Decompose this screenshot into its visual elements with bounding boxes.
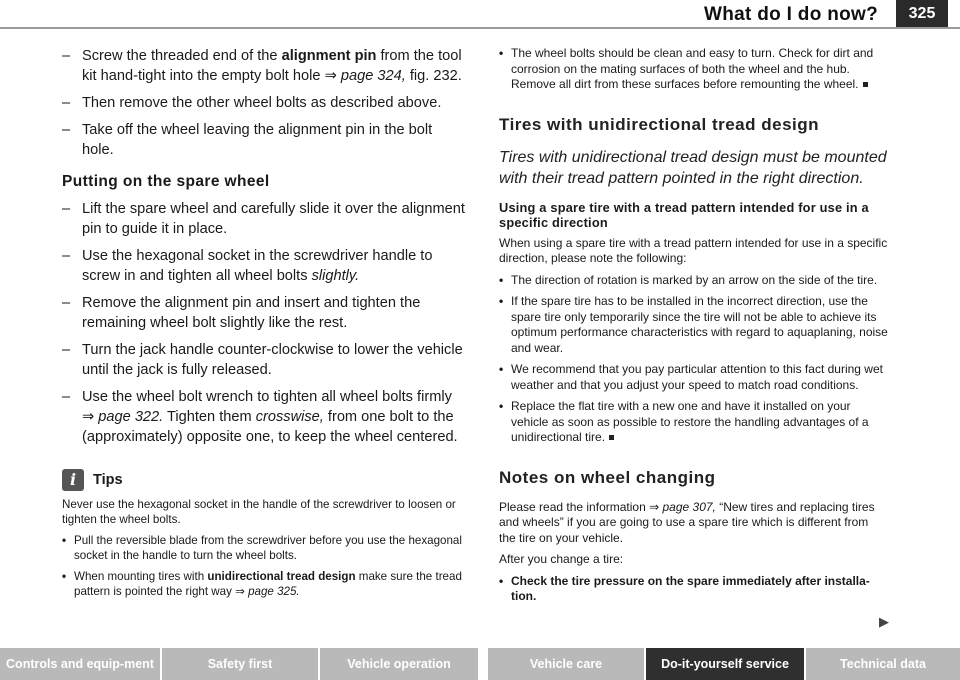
page-header-title: What do I do now? (704, 4, 878, 25)
tab-vehicle-care[interactable]: Vehicle care (488, 648, 644, 680)
step-list-spare (62, 199, 466, 447)
section-heading-unidirectional: Tires with unidirectional tread design (499, 114, 820, 134)
page-ref-link[interactable]: page 322. (98, 409, 164, 425)
intro-bullet: • The wheel bolts should be clean and easy to turn. Check for dirt and corrosion on the mating surfaces of both the wheel and the hub. Remove all dirt from these surfaces before remounting the wheel. (499, 46, 888, 93)
next-page-arrow-icon[interactable]: ▶ (879, 614, 889, 629)
list-item: • Replace the flat tire with a new one and have it installed on your vehicle as soon as possible to restore the handling advantages of a unidirectional tire. (499, 399, 888, 446)
tab-do-it-yourself-service[interactable]: Do-it-yourself service (646, 648, 804, 680)
tab-technical-data[interactable]: Technical data (806, 648, 960, 680)
body-paragraph: When using a spare tire with a tread pattern intended for use in a specific direction, please note the following: (499, 235, 888, 265)
tips-paragraph: Never use the hexagonal socket in the handle of the screwdriver to loosen or tighten the wheel bolts. (62, 498, 456, 526)
step-list-removal (62, 46, 466, 160)
step-item: – Turn the jack handle counter-clockwise to lower the vehicle until the jack is fully released. (62, 340, 466, 380)
section-end-mark (863, 82, 868, 87)
step-item: – Use the wheel bolt wrench to tighten all wheel bolts firmly ⇒ page 322. Tighten them crosswise, from one bolt to the (approximately) opposite one, to keep the wheel centered. (62, 387, 466, 447)
step-item: – Screw the threaded end of the alignment pin from the tool kit hand-tight into the empty bolt hole ⇒ page 324, fig. 232. (62, 46, 466, 86)
tab-vehicle-operation[interactable]: Vehicle operation (320, 648, 478, 680)
right-column (499, 46, 888, 611)
section-end-mark (609, 435, 614, 440)
step-item: – Use the hexagonal socket in the screwdriver handle to screw in and tighten all wheel bolts slightly. (62, 246, 466, 286)
list-item: • If the spare tire has to be installed in the incorrect direction, use the spare tire only temporarily since the tire will not be able to achieve its optimum performance characteristics with regard to aquaplaning, noise and wear. (499, 294, 888, 356)
tips-bullet: • Pull the reversible blade from the screwdriver before you use the hexagonal socket in the handle to turn the wheel bolts. (62, 533, 466, 563)
tab-controls-and-equipment[interactable]: Controls and equip-ment (0, 648, 160, 680)
body-paragraph: Please read the information ⇒ page 307, “New tires and replacing tires and wheels” if you are going to use a spare tire which is different from the tire on your vehicle. (499, 499, 875, 545)
step-item: – Remove the alignment pin and insert and tighten the remaining wheel bolt slightly like the rest. (62, 293, 466, 333)
section-heading-wheel-changing: Notes on wheel changing (499, 467, 716, 487)
footer-spacer (480, 648, 486, 680)
step-item: – Then remove the other wheel bolts as described above. (62, 93, 466, 113)
page-ref-link[interactable]: page 307, (662, 499, 716, 514)
info-icon: i (62, 469, 84, 491)
page-number-badge: 325 (896, 0, 948, 27)
list-item: • We recommend that you pay particular attention to this fact during wet weather and that you adjust your speed to match road conditions. (499, 362, 888, 393)
tips-header (62, 469, 466, 491)
left-column (62, 46, 466, 605)
page-ref-link[interactable]: page 325. (248, 585, 300, 598)
subheading-spare-tread: Using a spare tire with a tread pattern intended for use in a specific direction (499, 199, 869, 230)
tips-bullet: • When mounting tires with unidirectional tread design make sure the tread pattern is pointed the right way ⇒ page 325. (62, 569, 466, 599)
footer-nav (0, 648, 960, 680)
tips-title: Tips (93, 472, 123, 488)
list-item: • Check the tire pressure on the spare immediately after installa-tion. (499, 574, 888, 605)
section-lead: Tires with unidirectional tread design must be mounted with their tread pattern pointed in the right direction. (499, 148, 887, 187)
header-divider (0, 27, 960, 29)
body-paragraph: After you change a tire: (499, 552, 624, 566)
tab-safety-first[interactable]: Safety first (162, 648, 318, 680)
page-ref-link[interactable]: page 324, (340, 68, 406, 84)
step-item: – Lift the spare wheel and carefully slide it over the alignment pin to guide it in place. (62, 199, 466, 239)
step-item: – Take off the wheel leaving the alignment pin in the bolt hole. (62, 120, 466, 160)
section-heading-spare: Putting on the spare wheel (62, 173, 270, 190)
list-item: • The direction of rotation is marked by an arrow on the side of the tire. (499, 273, 888, 289)
